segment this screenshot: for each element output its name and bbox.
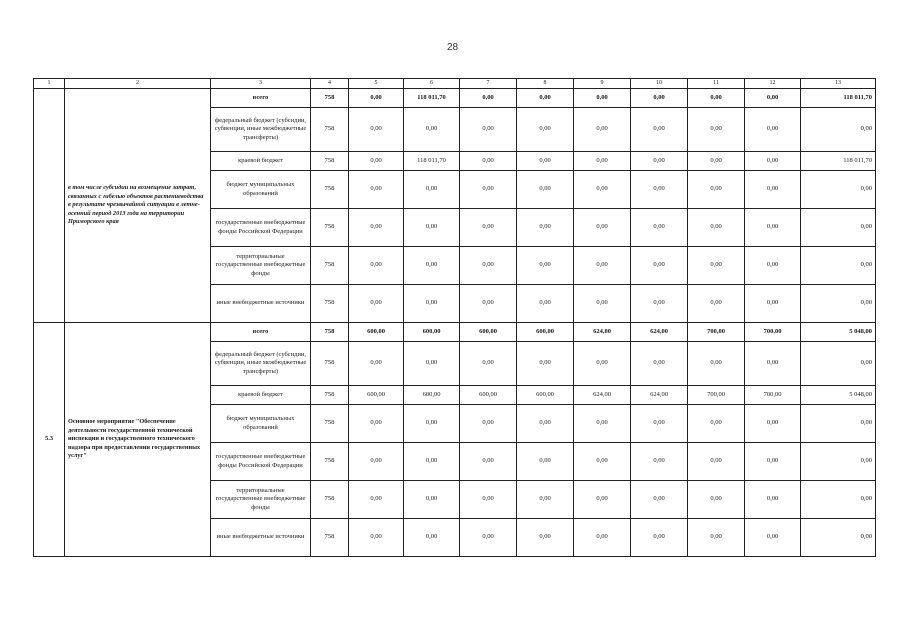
- funding-source: территориальные государственные внебюджетные фонды: [211, 481, 311, 519]
- value-cell: 0,00: [349, 519, 404, 557]
- code-cell: 758: [311, 247, 349, 285]
- value-cell: 0,00: [745, 89, 801, 108]
- value-cell: 0,00: [631, 519, 688, 557]
- value-cell: 0,00: [404, 247, 460, 285]
- value-cell: 0,00: [349, 342, 404, 386]
- total-value-cell: 118 011,70: [801, 89, 876, 108]
- value-cell: 0,00: [631, 108, 688, 152]
- value-cell: 0,00: [688, 89, 745, 108]
- code-cell: 758: [311, 209, 349, 247]
- value-cell: 0,00: [517, 519, 574, 557]
- value-cell: 0,00: [404, 443, 460, 481]
- value-cell: 0,00: [517, 209, 574, 247]
- value-cell: 0,00: [460, 443, 517, 481]
- value-cell: 0,00: [745, 152, 801, 171]
- value-cell: 700,00: [745, 323, 801, 342]
- code-cell: 758: [311, 405, 349, 443]
- value-cell: 0,00: [631, 481, 688, 519]
- value-cell: 0,00: [745, 209, 801, 247]
- total-value-cell: 0,00: [801, 247, 876, 285]
- value-cell: 0,00: [574, 519, 631, 557]
- value-cell: 0,00: [745, 108, 801, 152]
- funding-source: бюджет муниципальных образований: [211, 405, 311, 443]
- code-cell: 758: [311, 152, 349, 171]
- budget-table: [33, 78, 876, 557]
- value-cell: 0,00: [745, 247, 801, 285]
- value-cell: 0,00: [631, 247, 688, 285]
- value-cell: 0,00: [688, 108, 745, 152]
- value-cell: 0,00: [631, 171, 688, 209]
- value-cell: 0,00: [517, 247, 574, 285]
- value-cell: 118 011,70: [404, 152, 460, 171]
- code-cell: 758: [311, 386, 349, 405]
- value-cell: 0,00: [349, 481, 404, 519]
- column-number-cell: 9: [574, 79, 631, 89]
- section-index: 5.3: [34, 323, 65, 557]
- column-number-row: [34, 79, 876, 89]
- value-cell: 624,00: [631, 386, 688, 405]
- code-cell: 758: [311, 443, 349, 481]
- section-index: [34, 89, 65, 323]
- total-value-cell: 0,00: [801, 342, 876, 386]
- value-cell: 600,00: [460, 386, 517, 405]
- value-cell: 0,00: [349, 152, 404, 171]
- value-cell: 0,00: [404, 481, 460, 519]
- column-number-cell: 8: [517, 79, 574, 89]
- value-cell: 0,00: [517, 405, 574, 443]
- code-cell: 758: [311, 171, 349, 209]
- value-cell: 0,00: [460, 171, 517, 209]
- value-cell: 0,00: [460, 152, 517, 171]
- value-cell: 600,00: [517, 386, 574, 405]
- value-cell: 0,00: [517, 481, 574, 519]
- funding-source: иные внебюджетные источники: [211, 285, 311, 323]
- value-cell: 0,00: [517, 171, 574, 209]
- column-number-cell: 2: [65, 79, 211, 89]
- value-cell: 0,00: [460, 89, 517, 108]
- value-cell: 0,00: [517, 342, 574, 386]
- value-cell: 624,00: [631, 323, 688, 342]
- column-number-cell: 7: [460, 79, 517, 89]
- funding-source: федеральный бюджет (субсидии, субвенции, иные межбюджетные трансферты): [211, 108, 311, 152]
- section-description: Основное мероприятие "Обеспечение деятельности государственной технической инспекции и государственного технического надзора при предоставлении государственных услуг": [65, 323, 211, 557]
- value-cell: 0,00: [688, 519, 745, 557]
- value-cell: 0,00: [688, 443, 745, 481]
- value-cell: 0,00: [688, 209, 745, 247]
- table-row: [34, 89, 876, 108]
- value-cell: 0,00: [460, 209, 517, 247]
- value-cell: 0,00: [349, 285, 404, 323]
- value-cell: 0,00: [349, 405, 404, 443]
- value-cell: 0,00: [688, 481, 745, 519]
- value-cell: 624,00: [574, 323, 631, 342]
- value-cell: 0,00: [517, 152, 574, 171]
- code-cell: 758: [311, 108, 349, 152]
- funding-source: краевой бюджет: [211, 386, 311, 405]
- value-cell: 0,00: [574, 443, 631, 481]
- total-value-cell: 0,00: [801, 481, 876, 519]
- column-number-cell: 10: [631, 79, 688, 89]
- column-number-cell: 12: [745, 79, 801, 89]
- value-cell: 600,00: [349, 323, 404, 342]
- value-cell: 0,00: [688, 247, 745, 285]
- value-cell: 0,00: [631, 152, 688, 171]
- value-cell: 0,00: [460, 285, 517, 323]
- value-cell: 0,00: [460, 247, 517, 285]
- funding-source: всего: [211, 323, 311, 342]
- value-cell: 0,00: [349, 108, 404, 152]
- value-cell: 0,00: [460, 405, 517, 443]
- table-body: [34, 79, 876, 557]
- value-cell: 0,00: [688, 152, 745, 171]
- funding-source: федеральный бюджет (субсидии, субвенции, иные межбюджетные трансферты): [211, 342, 311, 386]
- total-value-cell: 0,00: [801, 285, 876, 323]
- funding-source: бюджет муниципальных образований: [211, 171, 311, 209]
- value-cell: 0,00: [631, 443, 688, 481]
- value-cell: 0,00: [574, 285, 631, 323]
- value-cell: 0,00: [517, 89, 574, 108]
- value-cell: 0,00: [460, 108, 517, 152]
- column-number-cell: 11: [688, 79, 745, 89]
- code-cell: 758: [311, 323, 349, 342]
- value-cell: 600,00: [404, 323, 460, 342]
- value-cell: 0,00: [460, 481, 517, 519]
- value-cell: 0,00: [404, 519, 460, 557]
- total-value-cell: 0,00: [801, 405, 876, 443]
- code-cell: 758: [311, 481, 349, 519]
- total-value-cell: 5 048,00: [801, 323, 876, 342]
- value-cell: 0,00: [745, 443, 801, 481]
- value-cell: 0,00: [574, 171, 631, 209]
- value-cell: 0,00: [404, 108, 460, 152]
- column-number-cell: 5: [349, 79, 404, 89]
- value-cell: 0,00: [745, 171, 801, 209]
- funding-source: краевой бюджет: [211, 152, 311, 171]
- funding-source: всего: [211, 89, 311, 108]
- value-cell: 0,00: [631, 405, 688, 443]
- value-cell: 0,00: [404, 285, 460, 323]
- value-cell: 0,00: [349, 171, 404, 209]
- code-cell: 758: [311, 285, 349, 323]
- code-cell: 758: [311, 342, 349, 386]
- value-cell: 0,00: [574, 108, 631, 152]
- value-cell: 0,00: [517, 443, 574, 481]
- value-cell: 0,00: [745, 342, 801, 386]
- value-cell: 0,00: [574, 89, 631, 108]
- value-cell: 0,00: [574, 405, 631, 443]
- value-cell: 600,00: [349, 386, 404, 405]
- page-number: 28: [446, 42, 459, 53]
- column-number-cell: 3: [211, 79, 311, 89]
- value-cell: 624,00: [574, 386, 631, 405]
- table-row: [34, 323, 876, 342]
- value-cell: 0,00: [574, 247, 631, 285]
- value-cell: 700,00: [688, 323, 745, 342]
- total-value-cell: 5 048,00: [801, 386, 876, 405]
- value-cell: 700,00: [745, 386, 801, 405]
- value-cell: 0,00: [631, 342, 688, 386]
- total-value-cell: 118 011,70: [801, 152, 876, 171]
- value-cell: 0,00: [349, 247, 404, 285]
- value-cell: 0,00: [688, 171, 745, 209]
- value-cell: 600,00: [517, 323, 574, 342]
- value-cell: 0,00: [631, 89, 688, 108]
- value-cell: 0,00: [688, 285, 745, 323]
- funding-source: территориальные государственные внебюджетные фонды: [211, 247, 311, 285]
- value-cell: 0,00: [574, 342, 631, 386]
- value-cell: 0,00: [631, 209, 688, 247]
- value-cell: 0,00: [460, 519, 517, 557]
- value-cell: 0,00: [460, 342, 517, 386]
- value-cell: 0,00: [745, 405, 801, 443]
- code-cell: 758: [311, 519, 349, 557]
- value-cell: 0,00: [404, 171, 460, 209]
- value-cell: 118 011,70: [404, 89, 460, 108]
- value-cell: 0,00: [349, 209, 404, 247]
- funding-source: государственные внебюджетные фонды Российской Федерации: [211, 209, 311, 247]
- value-cell: 0,00: [517, 108, 574, 152]
- value-cell: 700,00: [688, 386, 745, 405]
- value-cell: 600,00: [404, 386, 460, 405]
- section-description: в том числе субсидии на возмещение затрат, связанных с гибелью объектов растениеводства в результате чрезвычайной ситуации в летне-осенний период 2013 года на территории Приморского края: [65, 89, 211, 323]
- value-cell: 0,00: [574, 481, 631, 519]
- funding-source: иные внебюджетные источники: [211, 519, 311, 557]
- value-cell: 0,00: [745, 519, 801, 557]
- value-cell: 0,00: [745, 285, 801, 323]
- value-cell: 0,00: [404, 209, 460, 247]
- value-cell: 0,00: [688, 405, 745, 443]
- total-value-cell: 0,00: [801, 209, 876, 247]
- value-cell: 0,00: [517, 285, 574, 323]
- value-cell: 0,00: [574, 209, 631, 247]
- value-cell: 0,00: [688, 342, 745, 386]
- value-cell: 0,00: [631, 285, 688, 323]
- value-cell: 0,00: [574, 152, 631, 171]
- column-number-cell: 4: [311, 79, 349, 89]
- value-cell: 0,00: [404, 342, 460, 386]
- total-value-cell: 0,00: [801, 171, 876, 209]
- total-value-cell: 0,00: [801, 519, 876, 557]
- value-cell: 0,00: [745, 481, 801, 519]
- funding-source: государственные внебюджетные фонды Российской Федерации: [211, 443, 311, 481]
- value-cell: 0,00: [349, 89, 404, 108]
- column-number-cell: 13: [801, 79, 876, 89]
- value-cell: 0,00: [404, 405, 460, 443]
- value-cell: 600,00: [460, 323, 517, 342]
- column-number-cell: 6: [404, 79, 460, 89]
- value-cell: 0,00: [349, 443, 404, 481]
- total-value-cell: 0,00: [801, 443, 876, 481]
- code-cell: 758: [311, 89, 349, 108]
- column-number-cell: 1: [34, 79, 65, 89]
- total-value-cell: 0,00: [801, 108, 876, 152]
